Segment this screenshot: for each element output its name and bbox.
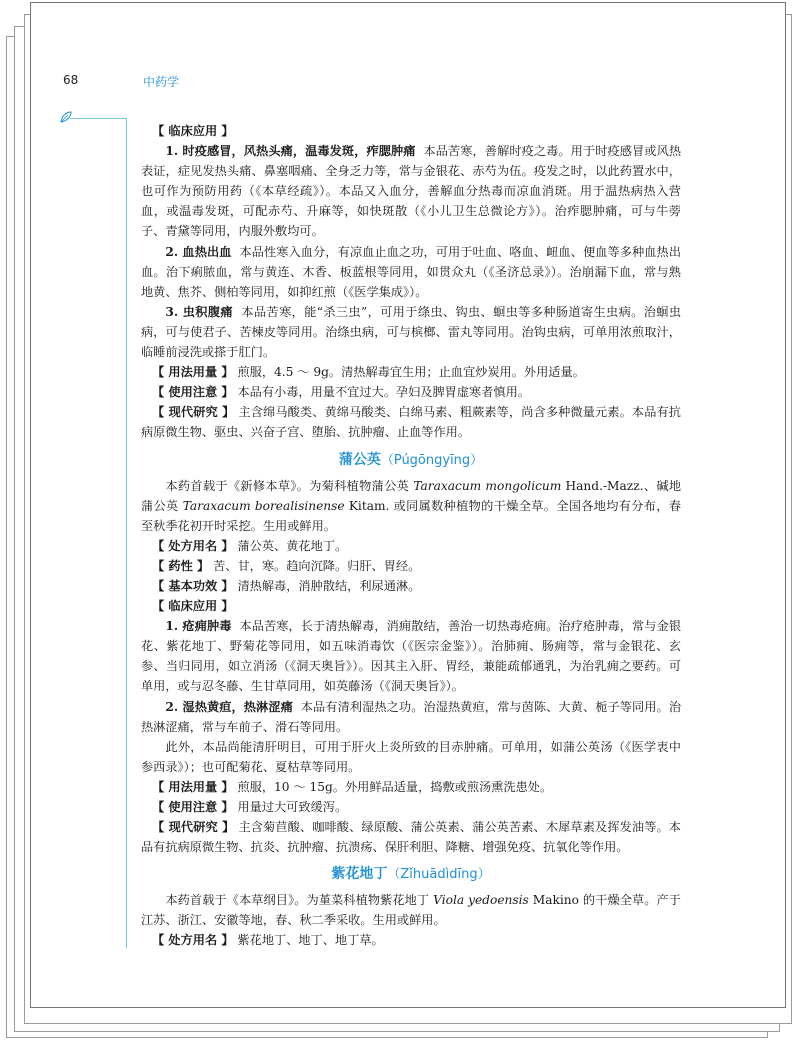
usage-field: 【 用法用量 】 煎服，10 ～ 15g。外用鲜品适量，捣敷或煎汤熏洗患处。	[151, 779, 553, 794]
paragraph: 1. 时疫感冒，风热头痛，温毒发斑，痄腮肿痛 本品苦寒，善解时疫之毒。用于时疫感冒或风热表证，症见发热头痛、鼻塞咽痛、全身乏力等，常与金银花、赤芍为伍。疫发之时，以此药置水中，也可作为预防用药（《本草经疏》）。本品又入血分，善解血分热毒而凉血消斑。用于温热病热入营血，或温毒发斑，可配赤芍、升麻等，如快斑散（《小儿卫生总微论方》）。治痄腮肿痛，可与牛蒡子、青黛等同用，内服外敷均可。	[141, 144, 682, 239]
leaf-icon	[60, 111, 72, 123]
paragraph: 1. 疮痈肿毒 本品苦寒，长于清热解毒，消痈散结，善治一切热毒疮痈。治疗疮肿毒，常与金银花、紫花地丁、野菊花等同用，如五味消毒饮（《医宗金鉴》）。治肺痈、肠痈等，常与金银花、玄参、当归同用，如立消汤（《洞天奥旨》）。因其主入肝、胃经，兼能疏郁通乳，为治乳痈之要药。可单用，或与忍冬藤、生甘草同用，如英藤汤（《洞天奥旨》）。	[141, 619, 682, 694]
margin-bracket-vertical	[126, 118, 127, 948]
intro-paragraph: 本药首载于《本草纲目》。为堇菜科植物紫花地丁 Viola yedoensis Makino 的干燥全草。产于江苏、浙江、安徽等地，春、秋二季采收。生用或鲜用。	[141, 893, 681, 928]
paragraph: 此外，本品尚能清肝明目，可用于肝火上炎所致的目赤肿痛。可单用，如蒲公英汤（《医学衷中参西录》）；也可配菊花、夏枯草等同用。	[141, 739, 681, 774]
clinical-label: 【 临床应用 】	[151, 124, 234, 138]
clinical-label: 【 临床应用 】	[151, 599, 234, 614]
research-field: 【 现代研究 】 主含菊苣酸、咖啡酸、绿原酸、蒲公英素、蒲公英苦素、木犀草素及挥发油等。本品有抗病原微生物、抗炎、抗肿瘤、抗溃疡、保肝利胆、降糖、增强免疫、抗氧化等作用。	[141, 820, 681, 855]
running-header-title: 中药学	[143, 75, 180, 89]
usage-field: 【 用法用量 】 煎服，4.5 ～ 9g。清热解毒宜生用；止血宜炒炭用。外用适量。	[151, 365, 585, 380]
page-number: 68	[63, 73, 79, 87]
section-heading: 蒲公英（Púgōngyīng）	[338, 451, 484, 468]
margin-bracket-horizontal	[70, 118, 126, 119]
nature-field: 【 药性 】 苦、甘，寒。趋向沉降。归肝、胃经。	[151, 558, 421, 573]
section-heading: 紫花地丁（Zǐhuādìdīng）	[331, 866, 491, 883]
effect-field: 【 基本功效 】 清热解毒，消肿散结，利尿通淋。	[151, 578, 421, 593]
intro-paragraph: 本药首载于《新修本草》。为菊科植物蒲公英 Taraxacum mongolicum Hand.-Mazz.、碱地蒲公英 Taraxacum borealisinense Kitam. 或同属数种植物的干燥全草。全国各地均有分布，春至秋季花初开时采挖。生用或鲜用。	[141, 478, 682, 533]
research-field: 【 现代研究 】 主含绵马酸类、黄绵马酸类、白绵马素、粗蕨素等，尚含多种微量元素。本品有抗病原微生物、驱虫、兴奋子宫、堕胎、抗肿瘤、止血等作用。	[141, 405, 681, 440]
name-field: 【 处方用名 】 紫花地丁、地丁、地丁草。	[151, 933, 384, 948]
paragraph: 3. 虫积腹痛 本品苦寒，能“杀三虫”，可用于绦虫、钩虫、蛔虫等多种肠道寄生虫病。治蛔虫病，可与使君子、苦楝皮等同用。治绦虫病，可与槟榔、雷丸等同用。治钩虫病，可单用浓煎取汁，临睡前浸洗或搽于肛门。	[141, 304, 682, 360]
name-field: 【 处方用名 】 蒲公英、黄花地丁。	[151, 538, 348, 553]
paragraph: 2. 湿热黄疸，热淋涩痛 本品有清利湿热之功。治湿热黄疸，常与茵陈、大黄、栀子等同用。治热淋涩痛，常与车前子、滑石等同用。	[141, 699, 682, 734]
caution-field: 【 使用注意 】 本品有小毒，用量不宜过大。孕妇及脾胃虚寒者慎用。	[151, 385, 530, 400]
paragraph: 2. 血热出血 本品性寒入血分，有凉血止血之功，可用于吐血、咯血、衄血、便血等多种血热出血。治下痢脓血，常与黄连、木香、板蓝根等同用，如贯众丸（《圣济总录》）。治崩漏下血，常与熟地黄、焦芥、侧柏等同用，如抑红煎（《医学集成》）。	[141, 244, 682, 299]
main-text	[141, 121, 681, 951]
caution-field: 【 使用注意 】 用量过大可致缓泻。	[151, 800, 348, 814]
